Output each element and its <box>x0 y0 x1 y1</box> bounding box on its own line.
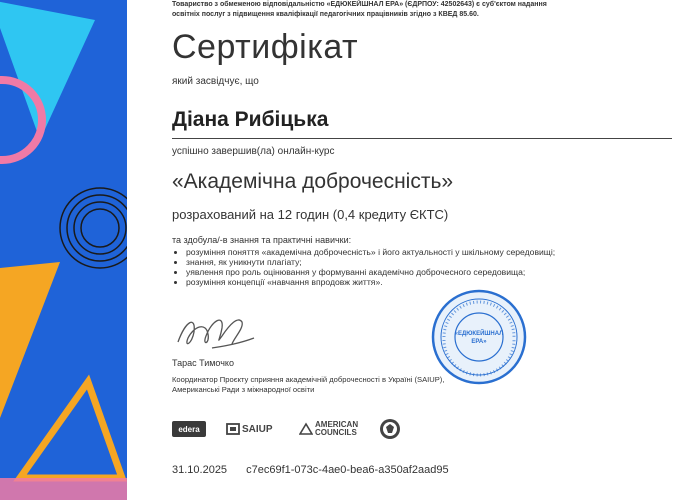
decorative-side-band <box>0 0 127 500</box>
divider <box>172 138 672 139</box>
completed-text: успішно завершив(ла) онлайн-курс <box>172 146 335 157</box>
official-stamp <box>430 288 528 386</box>
skills-intro: та здобула/-в знання та практичні навички: <box>172 235 352 245</box>
saiup-mark-icon <box>226 422 240 436</box>
geometric-pattern <box>0 0 127 500</box>
skill-item: • розуміння концепції «навчання впродовж життя». <box>186 277 666 287</box>
skill-item: • знання, як уникнути плагіату; <box>186 257 666 267</box>
skill-item: • розуміння поняття «академічна доброчесність» і його актуальності у шкільному середовищі; <box>186 247 666 257</box>
edera-logo: edera <box>172 418 206 440</box>
american-councils-logo: AMERICAN COUNCILS <box>299 418 358 440</box>
american-councils-mark-icon <box>299 422 313 436</box>
us-embassy-seal-logo <box>379 418 401 440</box>
certificate-id: c7ec69f1-073c-4ae0-bea6-a350af2aad95 <box>246 464 449 476</box>
certificate-footer <box>172 464 449 476</box>
svg-text:ЕРА»: ЕРА» <box>471 339 487 345</box>
seal-icon <box>379 418 401 440</box>
signer-name: Тарас Тимочко <box>172 358 234 368</box>
course-title: «Академічна доброчесність» <box>172 170 454 193</box>
partner-logos <box>172 418 412 442</box>
issue-date: 31.10.2025 <box>172 464 228 476</box>
certificate-title: Сертифікат <box>172 28 359 66</box>
signer-role: Координатор Проєкту сприяння академічній доброчесності в Україні (SAIUP), Американські Ради з міжнародної освіти <box>172 375 445 394</box>
skill-item: • уявлення про роль оцінювання у формуванні академічно доброчесного середовища; <box>186 267 666 277</box>
skills-list <box>172 247 666 287</box>
svg-text:«ЕДЮКЕЙШНАЛ: «ЕДЮКЕЙШНАЛ <box>454 331 504 337</box>
saiup-logo: SAIUP <box>226 418 273 440</box>
issuer-note: Товариство з обмеженою відповідальністю «ЕДЮКЕЙШНАЛ ЕРА» (ЄДРПОУ: 42502643) є суб'єктом надання освітніх послуг з підвищення кваліфікації педагогічних працівників згідно з КВЕД 85.60. <box>172 1 547 18</box>
recipient-name: Діана Рибіцька <box>172 108 329 131</box>
course-hours: розрахований на 12 годин (0,4 кредиту ЄКТС) <box>172 207 449 222</box>
certifies-text: який засвідчує, що <box>172 76 259 87</box>
signature-image <box>172 308 262 354</box>
